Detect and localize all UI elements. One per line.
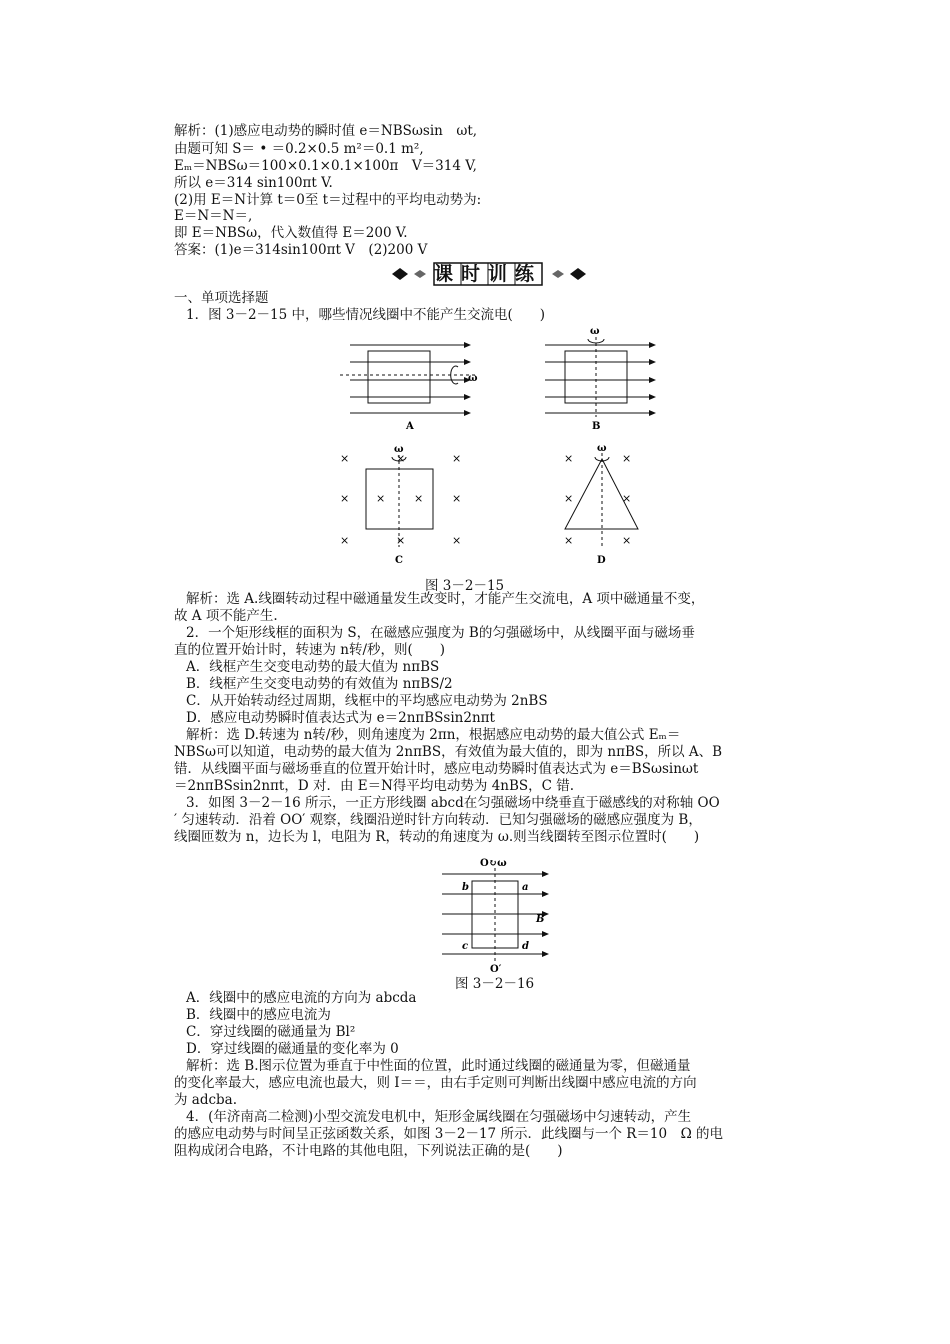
section-heading: 一、单项选择题 [174, 290, 269, 306]
question-stem: 的感应电动势与时间呈正弦函数关系，如图 3－2－17 所示．此线圈与一个 R＝10 Ω 的电 [174, 1126, 724, 1142]
label-c-corner: c [462, 941, 469, 952]
analysis-line: 的变化率最大，感应电流也最大，则 I＝＝，由右手定则可判断出线圈中感应电流的方向 [174, 1075, 697, 1091]
option-a: A．线圈中的感应电流的方向为 abcda [186, 990, 417, 1006]
analysis-line: Eₘ＝NBSω＝100×0.1×0.1×100π V＝314 V, [174, 158, 477, 174]
option-b: B．线圈中的感应电流为 [186, 1007, 331, 1023]
figure-3-2-15 [300, 325, 660, 590]
question-stem: 线圈匝数为 n，边长为 l，电阻为 R，转动的角速度为 ω.则当线圈转至图示位置时( ) [174, 829, 700, 845]
cross-mark: × [396, 452, 406, 465]
option-b: B．线框产生交变电动势的有效值为 nπBS/2 [186, 676, 453, 692]
label-a: A [406, 421, 414, 432]
omega-label: ω [597, 443, 607, 454]
cross-mark: × [340, 492, 350, 505]
label-b-corner: b [462, 882, 469, 893]
analysis-line: 故 A 项不能产生. [174, 608, 278, 624]
option-c: C．从开始转动经过周期，线框中的平均感应电动势为 2nBS [186, 693, 548, 709]
omega-label: ω [590, 326, 600, 337]
cross-mark: × [564, 452, 574, 465]
question-stem: 3．如图 3－2－16 所示，一正方形线圈 abcd在匀强磁场中绕垂直于磁感线的对称轴 OO [186, 795, 720, 811]
cross-mark: × [622, 452, 632, 465]
option-c: C．穿过线圈的磁通量为 Bl² [186, 1024, 356, 1040]
analysis-line: 即 E＝NBSω，代入数值得 E＝200 V. [174, 225, 408, 241]
analysis-line: ＝2nπBSsin2nπt，D 对．由 E＝N得平均电动势为 4nBS，C 错. [174, 778, 575, 794]
axis-o-omega-label: O↻ω [480, 858, 507, 869]
cross-mark: × [340, 534, 350, 547]
figure-caption: 图 3－2－16 [455, 976, 535, 992]
label-d-corner: d [522, 941, 529, 952]
analysis-line: 所以 e＝314 sin100πt V. [174, 175, 333, 191]
cross-mark: × [414, 492, 424, 505]
analysis-line: E＝N＝N＝, [174, 208, 253, 224]
omega-label: ω [468, 373, 478, 384]
label-b: B [592, 421, 601, 432]
cross-mark: × [396, 534, 406, 547]
cross-mark: × [622, 534, 632, 547]
cross-mark: × [452, 452, 462, 465]
cross-mark: × [452, 534, 462, 547]
banner-title: 课时训练 [434, 263, 543, 285]
analysis-line: 解析：(1)感应电动势的瞬时值 e＝NBSωsin ωt, [174, 123, 478, 139]
figure-3-2-16 [440, 852, 560, 972]
analysis-line: 解析：选 D.转速为 n转/秒，则角速度为 2πn，根据感应电动势的最大值公式 Eₘ＝ [186, 727, 681, 743]
figure-panel-d [564, 443, 638, 566]
section-banner [392, 262, 592, 286]
label-a-corner: a [522, 882, 529, 893]
question-stem: 2．一个矩形线框的面积为 S，在磁感应强度为 B的匀强磁场中，从线圈平面与磁场垂 [186, 625, 695, 641]
analysis-line: 解析：选 B.图示位置为垂直于中性面的位置，此时通过线圈的磁通量为零，但磁通量 [186, 1058, 691, 1074]
label-c: C [395, 555, 403, 566]
cross-mark: × [376, 492, 386, 505]
analysis-line: NBSω可以知道，电动势的最大值为 2nπBS，有效值为最大值的，即为 nπBS，所以 A、B [174, 744, 723, 760]
figure-panel-c [340, 444, 461, 566]
analysis-line: 为 adcba. [174, 1092, 238, 1108]
option-d: D．感应电动势瞬时值表达式为 e＝2nπBSsin2nπt [186, 710, 495, 726]
question-stem: 直的位置开始计时，转速为 n转/秒，则( ) [174, 642, 446, 658]
figure-panel-a [340, 345, 478, 432]
answer-line: 答案：(1)e＝314sin100πt V (2)200 V [174, 242, 428, 258]
analysis-line: 由题可知 S＝ • ＝0.2×0.5 m²＝0.1 m², [174, 141, 424, 157]
label-field-b: B [536, 914, 545, 925]
analysis-line: 错．从线圈平面与磁场垂直的位置开始计时，感应电动势瞬时值表达式为 e＝BSωsinωt [174, 761, 699, 777]
cross-mark: × [564, 534, 574, 547]
figure-panel-b [545, 326, 655, 432]
analysis-line: 解析：选 A.线圈转动过程中磁通量发生改变时，才能产生交流电，A 项中磁通量不变， [186, 591, 705, 607]
cross-mark: × [564, 492, 574, 505]
label-d: D [597, 555, 606, 566]
question-stem: ′ 匀速转动．沿着 OO′ 观察，线圈沿逆时针方向转动．已知匀强磁场的磁感应强度为 B， [174, 812, 702, 828]
cross-mark: × [622, 492, 632, 505]
cross-mark: × [340, 452, 350, 465]
question-stem: 1．图 3－2－15 中，哪些情况线圈中不能产生交流电( ) [186, 307, 546, 323]
option-a: A．线框产生交变电动势的最大值为 nπBS [186, 659, 440, 675]
axis-o-prime-label: O′ [490, 964, 502, 972]
omega-label: ω [394, 444, 404, 455]
figure-caption: 图 3－2－15 [425, 578, 505, 594]
question-stem: 阻构成闭合电路，不计电路的其他电阻，下列说法正确的是( ) [174, 1143, 563, 1159]
analysis-line: (2)用 E＝N计算 t＝0至 t＝过程中的平均电动势为: [174, 192, 482, 208]
cross-mark: × [452, 492, 462, 505]
question-stem: 4．(年济南高二检测)小型交流发电机中，矩形金属线圈在匀强磁场中匀速转动，产生 [186, 1109, 692, 1125]
option-d: D．穿过线圈的磁通量的变化率为 0 [186, 1041, 399, 1057]
